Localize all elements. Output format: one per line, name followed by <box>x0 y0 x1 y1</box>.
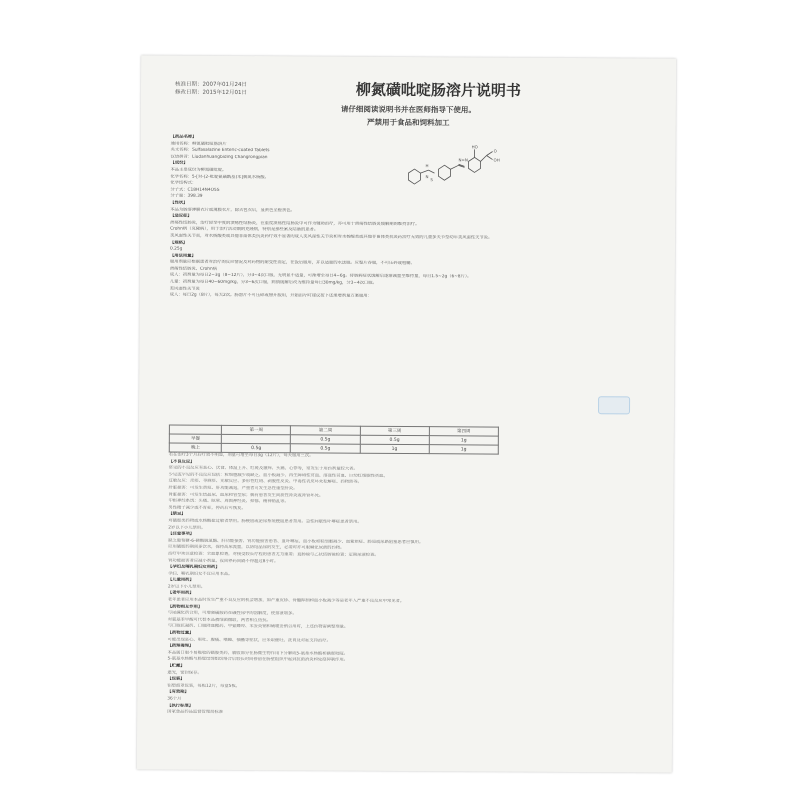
section-text-line: 可能出现恶心、呕吐、腹痛、嗜睡、抽搐等症状，应采取催吐、洗胃及对症支持治疗。 <box>167 637 331 644</box>
section-text-line: 肝脏损害：可发生黄疸、肝功能减退，严重者可发生急性重型肝炎。 <box>168 485 298 492</box>
section-text-line: 通用名称：柳氮磺吡啶肠溶片 <box>170 141 227 147</box>
dosage-table-header-cell: 第二周 <box>291 426 360 435</box>
section-heading: 【性状】 <box>170 200 188 206</box>
section-text-line: 中枢神经系统：头痛、眩晕、周围神经炎、抑郁、精神错乱等。 <box>168 498 289 505</box>
dosage-table-cell: 1g <box>429 445 498 454</box>
section-heading: 【用法用量】 <box>169 253 196 259</box>
section-text-line: 男性精子减少或不育症，停药后可恢复。 <box>168 505 246 511</box>
read-carefully-warning: 请仔细阅读说明书并在医师指导下使用。 <box>340 104 476 115</box>
section-heading: 【执行标准】 <box>167 703 194 709</box>
section-text-line: 溃疡性结肠炎，治疗轻至中度的溃疡性结肠炎，在重度溃疡性结肠炎中可作为辅助治疗，亦可用于溃疡性结肠炎缓解期的维持治疗。 <box>170 220 420 227</box>
section-text-line: 成人：每日2g（8片），每天2次。肠溶片不可压碎或掰开服用，开始治疗时建议按下述递增剂量方案服用： <box>169 292 372 300</box>
section-heading: 【药品名称】 <box>170 134 197 140</box>
dosage-table-header-cell: 第一周 <box>222 425 291 434</box>
section-text-line: 汉语拼音：Liudanhuangbiding Changrongpian <box>170 154 268 160</box>
section-text-line: 应用磺胺药期间多饮水，保持高尿流量，以防结晶尿的发生，必要时亦可服碱化尿液的药物。 <box>168 544 345 551</box>
section-text-line: 本品属口服不易吸收的磺胺类药，吸收部分在肠微生物作用下分解成5-氨基水杨酸和磺胺吡啶。 <box>167 650 349 657</box>
dosage-table-cell: 早餐 <box>169 434 221 443</box>
section-text-line: 与口服抗凝药、口服降血糖药、甲氨蝶呤、苯妥英钠和硫喷妥钠合用时，上述药物需调整剂量。 <box>167 623 349 631</box>
section-text-line: 本品为肠溶薄膜衣片或薄膜衣片，除去包衣后，显黄色至橙黄色。 <box>170 207 295 213</box>
section-text-line: 成人：初剂量为每日2~3g（8~12片），分3~4次口服，无明显不适量，可渐增至每日4~6g。待肠病症状缓解后逐渐减量至维持量，每日1.5~2g（6~8片）。 <box>169 273 472 280</box>
section-heading: 【禁忌】 <box>168 511 186 517</box>
dosage-table-header-cell <box>169 425 221 434</box>
revision-date: 修改日期：2015年12月01日 <box>174 89 247 97</box>
dosage-table-cell: 0.5g <box>360 435 429 444</box>
dosage-table-cell: 0.5g <box>291 435 360 444</box>
food-feed-warning: 严禁用于食品和饲料加工 <box>367 117 450 128</box>
sections-before-table <box>170 135 648 303</box>
svg-text:H: H <box>425 163 429 169</box>
section-text-line: 孕妇、哺乳期妇女不宜应用本品。 <box>168 571 233 577</box>
svg-text:O: O <box>493 148 497 154</box>
section-text-line: 对氨基苯甲酸可代替本品被细菌摄取，两者相互拮抗。 <box>167 617 271 624</box>
section-heading: 【适应症】 <box>170 213 192 219</box>
section-text-line: 化学结构式： <box>170 180 197 186</box>
section-heading: 【成份】 <box>170 160 188 167</box>
dosage-table-cell: 0.5g <box>291 444 360 453</box>
document-title: 柳氮磺吡啶肠溶片说明书 <box>355 80 522 100</box>
section-text-line: 少见或罕见的不良反应包括：粒细胞减少或缺乏、血小板减少、再生障碍性贫血、溶血性贫血、巨幼红细胞性贫血。 <box>168 472 388 479</box>
section-text-line: 常见的不良反应有恶心、厌食、体温上升、红斑及瘙痒、头痛、心悸等，常发生于用药剂量较大者。 <box>168 465 358 472</box>
section-heading: 【老年用药】 <box>167 591 194 597</box>
section-text-line: 0.25g <box>169 246 183 252</box>
section-text-line: 过敏反应：皮疹、荨麻疹、光敏反应、多形性红斑、剥脱性皮炎、中毒性表皮坏死松解症、药物热等。 <box>168 478 362 486</box>
section-text-line: 分子量：398.39 <box>170 193 203 200</box>
section-text-line: 若在治疗3个月后疗效不明显，剂量可增至每日3g（12片），每天服用三次。 <box>168 452 314 459</box>
dosage-table-header-cell: 第三周 <box>360 426 429 435</box>
svg-text:N=N: N=N <box>458 157 468 163</box>
dosage-table-cell: 0.5g <box>222 443 291 452</box>
section-text-line: 治疗中须注意检查：全血象检查，对接受较长疗程的患者尤为重要；直肠镜与乙状结肠镜检查；定期尿液检查。 <box>168 551 379 558</box>
dosage-table-cell: 晚上 <box>169 443 221 452</box>
package-insert-sheet <box>137 55 676 772</box>
dosage-table-cell: 1g <box>360 444 429 453</box>
section-text-line: 与尿碱化药合用，可增强磺胺药在碱性尿中的溶解度，使排泄增多。 <box>167 610 297 617</box>
section-heading: 【药物相互作用】 <box>167 604 203 610</box>
section-heading: 【包装】 <box>167 676 185 682</box>
section-heading: 【药物过量】 <box>167 630 194 636</box>
section-text-line: 老年患者应用本品时发生严重不良反应的机会增加，如严重皮疹、骨髓抑制和血小板减少等是老年人严重不良反应中常见者。 <box>167 597 405 605</box>
section-heading: 【孕妇及哺乳期妇女用药】 <box>168 564 220 570</box>
section-text-line: 溃疡性结肠炎、Crohn病 <box>169 266 218 272</box>
section-text-line: 2岁以下小儿禁用。 <box>168 525 206 531</box>
svg-text:OH: OH <box>493 157 500 163</box>
section-heading: 【有效期】 <box>167 689 189 696</box>
section-text-line: 本品主要成份为柳氮磺吡啶。 <box>170 167 227 173</box>
section-text-line: 肾脏损害：可发生结晶尿、血尿和管型尿；偶有患者发生间质性肾炎或肾管坏死。 <box>168 492 324 499</box>
dosage-table-cell <box>222 434 291 443</box>
approval-date: 核准日期：2007年01月24日 <box>174 81 248 89</box>
section-heading: 【不良反应】 <box>168 459 195 465</box>
section-heading: 【注意事项】 <box>168 531 195 537</box>
watermark-stamp <box>598 396 630 414</box>
section-text-line: 5-氨基水杨酸与肠壁结缔组织络合后较长时间停留在肠壁组织中起到抗菌消炎和免疫抑制作用。 <box>167 656 348 664</box>
section-text-line: 肾功能损害者应减小剂量。夜间停药间隔不得超过8小时。 <box>168 558 279 564</box>
dosage-table-header-cell: 第四周 <box>429 427 498 436</box>
section-text-line: Crohn病（克隆病），用于治疗活动期的克隆病，特别是那些累及结肠的患者。 <box>170 226 319 233</box>
section-text-line: 类风湿性关节炎 <box>169 286 200 292</box>
section-text-line: 儿童：初剂量为每日40~60mg/kg，分3~6次口服，病情缓解后改为维持量每日30mg/kg，分3~4次口服。 <box>169 279 377 286</box>
svg-text:HO: HO <box>471 144 478 150</box>
dosage-table-cell: 1g <box>429 436 498 445</box>
section-text-line: 铝塑泡罩包装，每板12片，每盒5板。 <box>167 683 241 689</box>
section-heading: 【规格】 <box>170 240 188 246</box>
section-heading: 【贮藏】 <box>167 663 185 669</box>
section-text-line: 分子式：C18H14N4O5S <box>170 187 220 193</box>
dosage-table <box>169 425 499 455</box>
section-text-line: 对磺胺类药物或水杨酸盐过敏者禁用。肠梗阻或泌尿系统梗阻患者禁用。急性间歇性卟啉症患者禁用。 <box>168 518 362 525</box>
section-text-line: 36个月 <box>167 696 182 702</box>
section-text-line: 2岁以下小儿禁用。 <box>167 584 206 590</box>
section-text-line: 国家食品药品监督管理局标准 <box>167 709 224 716</box>
svg-text:S: S <box>430 177 433 183</box>
section-heading: 【儿童用药】 <box>167 577 194 583</box>
section-text-line: 缺乏葡萄糖-6-磷酸脱氢酶、肝功能损害、肾功能损害患者、血卟啉症、血小板和粒细胞减少、血紫质症、肠道或尿路阻塞患者应慎用。 <box>168 538 424 545</box>
section-text-line: 英文名称：Sulfasalazine Enteric-coated Tablets <box>170 147 270 154</box>
section-text-line: 服用剂量应根据患者对治疗的反应情况及对药物的耐受性而定，在饭后服用，并以适量的水送服。应整片吞服，不可压碎或咀嚼。 <box>169 259 415 267</box>
section-text-line: 类风湿性关节炎，对水杨酸类或其他非甾体类抗炎药疗效不显著的成人类风湿性关节炎和对水杨酸类或其他非甾体类抗炎药治疗无效的儿童多关节型幼年类风湿性关节炎。 <box>170 233 493 241</box>
section-heading: 【药理毒理】 <box>167 643 194 649</box>
svg-text:N: N <box>425 174 429 180</box>
section-text-line: 遮光，密封保存。 <box>167 670 202 676</box>
sections-after-table <box>167 453 646 720</box>
section-text-line: 化学名称：5-[对-(2-吡啶氨磺酰基)苯]偶氮水杨酸。 <box>170 174 269 180</box>
